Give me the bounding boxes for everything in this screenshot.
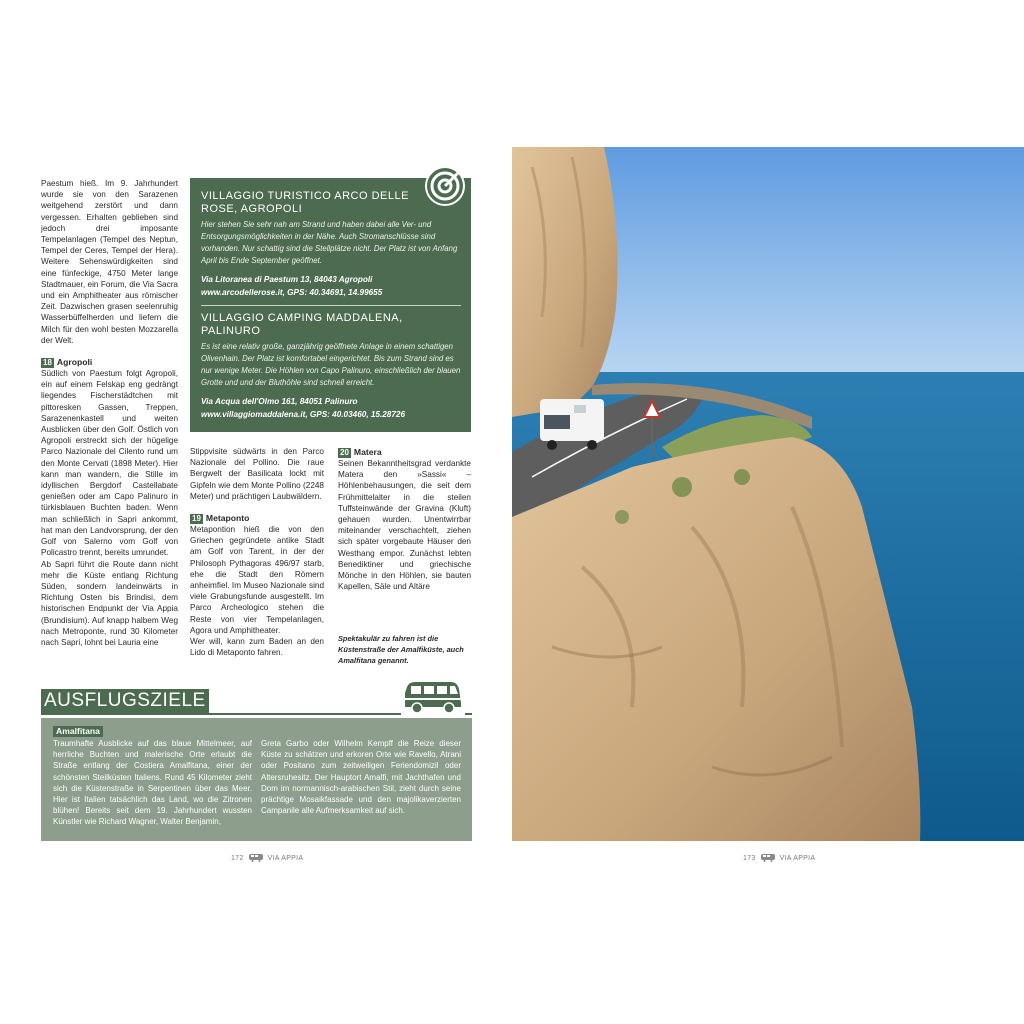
section-heading-matera [338, 446, 471, 458]
section-heading-agropoli [41, 356, 178, 368]
section-title: Agropoli [56, 357, 93, 368]
bus-icon [761, 854, 775, 862]
bus-icon [249, 854, 263, 862]
page-number: 173 [743, 855, 756, 862]
campsite-info-box [190, 178, 471, 432]
running-title: VIA APPIA [779, 855, 816, 862]
page-footer [231, 853, 303, 865]
section-title: Matera [353, 447, 382, 457]
running-title: VIA APPIA [267, 855, 304, 862]
campsite-description: Es ist eine relativ große, ganzjährig geöffnete Anlage in einem schattigen Olivenhain. Der Platz ist komfortabel eingerichtet. Bis zum Strand sind es nur wenige Meter. Die Höhlen von Capo Palinuro, einschließlich der blauen Grotte und und der Bluthöhle sind schnell erreicht. [201, 342, 461, 387]
section-title: Metaponto [205, 513, 250, 524]
section-number: 19 [192, 514, 201, 524]
agropoli-text: Südlich von Paestum folgt Agropoli, ein auf einem Felskap eng gedrängt liegendes Fischerstädtchen mit pittoresken Gassen, Treppen, Sarazenenkastell und weiten Ausblicken über den Golf. Östlich von Agropoli erstreckt sich der hügelige Parco Nazionale del Cilento rund um den Monte Cervati (1898 Meter). Hier kann man wandern, die Stille im idyllischen Bergdorf Castellabate genießen oder am Capo Palinuro in türkisblauen Buchten baden. Wenn man schließlich in Sapri ankommt, hat man den Landvorsprung, der den Golf von Salerno vom Golf von Policastro trennt, bereits umrundet. [41, 369, 178, 558]
target-icon [423, 160, 471, 208]
divider [201, 305, 461, 306]
excursions-heading: AUSFLUGSZIELE [41, 689, 209, 713]
text-column-3 [338, 446, 471, 592]
coastal-road-photo [512, 147, 1024, 841]
page-number: 172 [231, 855, 244, 862]
metaponto-text: Metapontion hieß die von den Griechen gegründete antike Stadt am Golf von Tarent, in der der Philosoph Pythagoras 496/97 starb, ehe die Stadt den Römern anheimfiel. Im Museo Nazionale sind viele Grabungsfunde ausgestellt. Im Parco Archeologico stehen die Reste von vier Tempelanlagen, Agora und Amphitheater. [190, 525, 324, 635]
excursion-label: Amalfitana [53, 726, 103, 737]
section-heading-metaponto [190, 512, 324, 524]
excursion-text-1: Traumhafte Ausblicke auf das blaue Mittelmeer, auf herrliche Buchten und malerische Orte erlaubt die Straße entlang der Costiera Amalfitana, einer der schönsten Steilküsten Italiens. Rund 45 Kilometer zieht sich die Küstenstraße in Serpentinen über das Meer. Hier ist Italien tatsächlich das Land, wo die Zitronen blühen! Bereits seit dem 19. Jahrhundert wussten Künstler wie Richard Wagner, Walter Benjamin, [53, 739, 252, 827]
section-number: 18 [43, 358, 52, 368]
campsite-web-gps: www.arcodellerose.it, GPS: 40.34691, 14.99655 [201, 288, 383, 297]
campsite-address: Via Litoranea di Paestum 13, 84043 Agropoli [201, 275, 373, 284]
excursion-box [41, 718, 472, 841]
page-footer [743, 853, 815, 865]
paestum-text: Paestum hieß. Im 9. Jahrhundert wurde sie von den Sarazenen weitgehend zerstört und dann vergessen. Erhalten geblieben sind jedoch drei imposante Tempelanlagen (Tempel des Neptun, Tempel der Ceres, Tempel der Hera). Weitere Sehenswürdigkeiten sind eine fünfeckige, 4750 Meter lange Stadtmauer, ein Forum, die Via Sacra und ein Amphitheater aus römischer Zeit. Dazwischen grasen seelenruhig Wasserbüffelherden und liefern die Milch für den wohl besten Mozzarella der Welt. [41, 179, 178, 345]
photo-caption: Spektakulär zu fahren ist die Küstenstraße der Amalfiküste, auch Amalfitana genannt. [338, 634, 464, 665]
campsite-web-gps: www.villaggiomaddalena.it, GPS: 40.03460, 15.28726 [201, 410, 406, 419]
campsite-title: VILLAGGIO CAMPING MADDALENA, PALINURO [201, 312, 403, 337]
pollino-text: Stippvisite südwärts in den Parco Nazionale del Pollino. Die raue Bergwelt der Basilicata lockt mit Gipfeln wie dem Monte Pollino (2248 Meter) und prächtigen Laubwäldern. [190, 447, 324, 501]
section-number: 20 [340, 448, 349, 457]
lido-text: Wer will, kann zum Baden an den Lido di Metaponto fahren. [190, 637, 324, 658]
campsite-address: Via Acqua dell'Olmo 161, 84051 Palinuro [201, 397, 358, 406]
sapri-text: Ab Sapri führt die Route dann nicht mehr die Küste entlang Richtung Süden, sondern landeinwärts in Richtung Osten bis Brindisi, dem historischen Endpunkt der Via Appia (Brundisium). Auf knapp halbem Weg nach Metroponte, rund 30 Kilometer nach Sapri, lohnt bei Lauria eine [41, 559, 178, 647]
text-column-2 [190, 446, 324, 658]
text-column-1 [41, 178, 178, 648]
matera-text: Seinen Bekanntheitsgrad verdankte Matera den »Sassi« – Höhlenbehausungen, die seit dem Frühmittelalter in die steilen Tuffsteinwände der Gravina (Kluft) gehauen wurden. Unentwirrbar miteinander verschachtelt, ziehen sich später vorgebaute Häuser den Westhang empor. Zunächst lebten Benediktiner und griechische Mönche in den Höhlen, sie bauten Kapellen, Säle und Altäre [338, 459, 471, 592]
campsite-title: VILLAGGIO TURISTICO ARCO DELLE ROSE, AGROPOLI [201, 190, 409, 215]
campsite-description: Hier stehen Sie sehr nah am Strand und haben dabei alle Ver- und Entsorgungsmöglichkeiten in der Nähe. Auch Stromanschlüsse sind vorhanden. Nur schattig sind die Stellplätze nicht. Der Platz ist von Anfang April bis Ende September geöffnet. [201, 220, 458, 265]
camper-van-icon [401, 677, 465, 715]
excursion-text-2: Greta Garbo oder Wilhelm Kempff die Reize dieser Küste zu schätzen und erkoren Orte wie Ravello, Atrani oder Positano zum zeitweiligen Feriendomizil oder Altersruhesitz. Der Hauptort Amalfi, mit Jachthafen und Dom im normannisch-arabischen Stil, zieht durch seine prächtige Mosaikfassade und den majolikaverzierten Campanile alle Aufmerksamkeit auf sich. [261, 739, 461, 816]
